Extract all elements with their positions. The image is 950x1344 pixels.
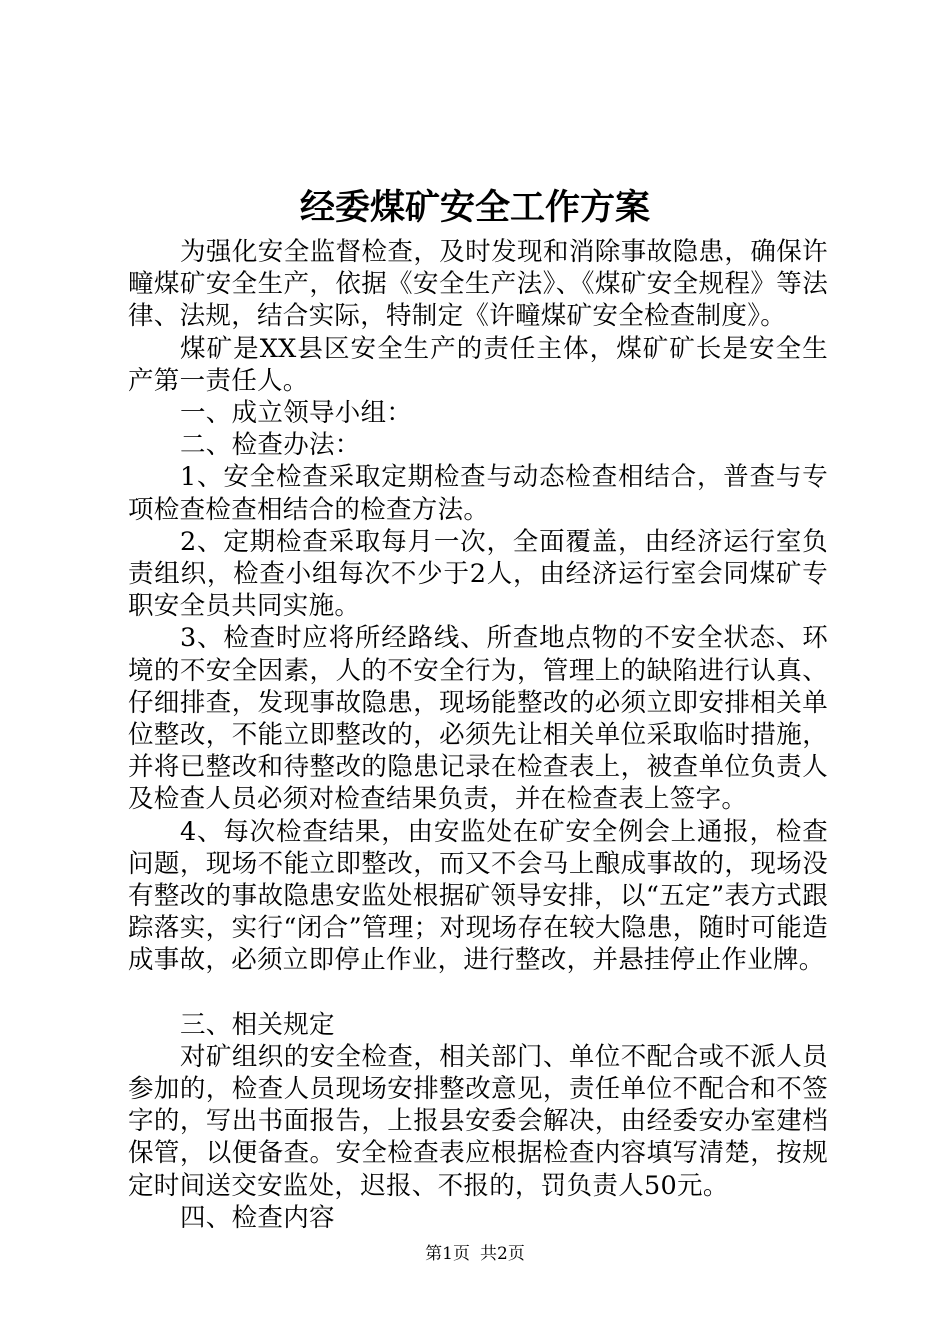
page-number-current: 第1页 <box>425 1244 470 1264</box>
paragraph-intro: 为强化安全监督检查，及时发现和消除事故隐患，确保许疃煤矿安全生产，依据《安全生产法》、《煤矿安全规程》等法律、法规，结合实际，特制定《许疃煤矿安全检查制度》。 <box>128 237 828 332</box>
paragraph-method-3: 3、检查时应将所经路线、所查地点物的不安全状态、环境的不安全因素，人的不安全行为，管理上的缺陷进行认真、仔细排查，发现事故隐患，现场能整改的必须立即安排相关单位整改，不能立即整改的，必须先让相关单位采取临时措施，并将已整改和待整改的隐患记录在检查表上，被查单位负责人及检查人员必须对检查结果负责，并在检查表上签字。 <box>128 623 828 815</box>
paragraph-regulations: 对矿组织的安全检查，相关部门、单位不配合或不派人员参加的，检查人员现场安排整改意见，责任单位不配合和不签字的，写出书面报告，上报县安委会解决，由经委安办室建档保管，以便备查。安全检查表应根据检查内容填写清楚，按规定时间送交安监处，迟报、不报的，罚负责人50元。 <box>128 1041 828 1201</box>
section-heading-methods: 二、检查办法： <box>180 430 361 461</box>
page-number-total: 共2页 <box>480 1244 525 1264</box>
section-heading-regulations: 三、相关规定 <box>180 1009 335 1040</box>
paragraph-method-4: 4、每次检查结果，由安监处在矿安全例会上通报，检查问题，现场不能立即整改，而又不会马上酿成事故的，现场没有整改的事故隐患安监处根据矿领导安排，以“五定”表方式跟踪落实，实行“闭合”管理；对现场存在较大隐患，随时可能造成事故，必须立即停止作业，进行整改，并悬挂停止作业牌。 <box>128 816 828 976</box>
section-heading-contents: 四、检查内容 <box>180 1202 335 1233</box>
paragraph-method-1: 1、安全检查采取定期检查与动态检查相结合，普查与专项检查检查相结合的检查方法。 <box>128 462 828 525</box>
paragraph-responsibility: 煤矿是XX县区安全生产的责任主体，煤矿矿长是安全生产第一责任人。 <box>128 333 828 396</box>
paragraph-method-2: 2、定期检查采取每月一次，全面覆盖，由经济运行室负责组织，检查小组每次不少于2人，由经济运行室会同煤矿专职安全员共同实施。 <box>128 526 828 622</box>
document-title: 经委煤矿安全工作方案 <box>299 187 650 228</box>
document-body <box>128 236 828 1234</box>
section-heading-leadership: 一、成立领导小组： <box>180 398 413 429</box>
page-footer <box>0 1242 950 1266</box>
